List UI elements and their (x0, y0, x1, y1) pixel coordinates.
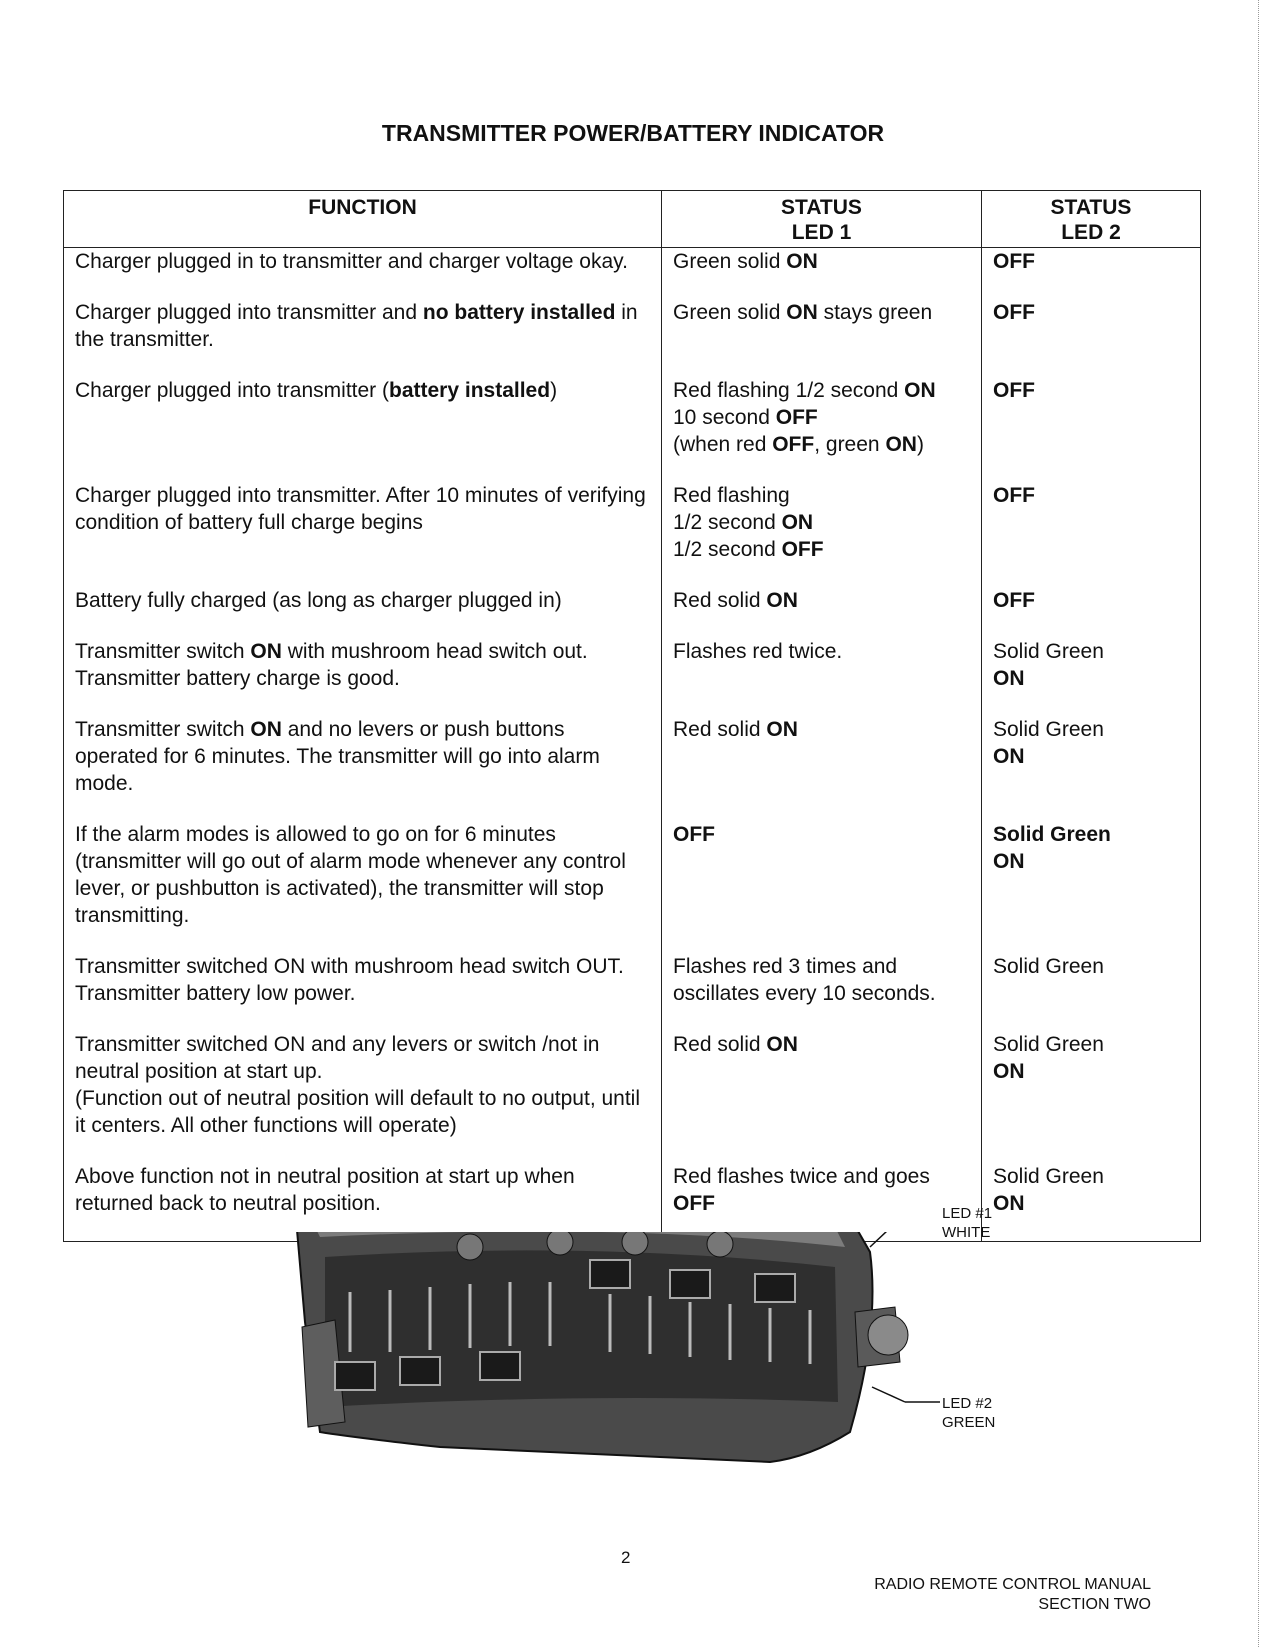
table-row (64, 377, 1201, 482)
cell-led1: Flashes red 3 times and oscillates every 10 seconds. (662, 953, 982, 1031)
cell-led1: Red solid ON (662, 587, 982, 638)
table-row (64, 482, 1201, 587)
cell-led1: Green solid ON stays green (662, 299, 982, 377)
table-row (64, 248, 1201, 300)
cell-function: Transmitter switch ON and no levers or push buttons operated for 6 minutes. The transmitter will go into alarm mode. (64, 716, 662, 821)
led1-leader-line (870, 1232, 905, 1247)
cell-function: Charger plugged in to transmitter and charger voltage okay. (64, 248, 662, 300)
led2-label: LED #2 GREEN (942, 1395, 996, 1431)
cell-led2: OFF (982, 587, 1201, 638)
cell-function: Transmitter switched ON and any levers or switch /not in neutral position at start up. (Function out of neutral position will default to no output, until it centers. All other functions will operate) (64, 1031, 662, 1163)
cell-led1: Flashes red twice. (662, 638, 982, 716)
cell-function: Battery fully charged (as long as charger plugged in) (64, 587, 662, 638)
cell-function: Above function not in neutral position at start up when returned back to neutral position. (64, 1163, 662, 1242)
cell-led2: OFF (982, 299, 1201, 377)
table-row (64, 587, 1201, 638)
cell-led1: Red flashing 1/2 second ON 10 second OFF (when red OFF, green ON) (662, 377, 982, 482)
page-edge-dots (1258, 0, 1259, 1647)
cell-function: Charger plugged into transmitter and no battery installed in the transmitter. (64, 299, 662, 377)
cell-led2: Solid Green ON (982, 1031, 1201, 1163)
cell-function: Charger plugged into transmitter (battery installed) (64, 377, 662, 482)
table-row (64, 821, 1201, 953)
cell-led1: Green solid ON (662, 248, 982, 300)
cell-led1: Red flashing 1/2 second ON 1/2 second OFF (662, 482, 982, 587)
cell-led2: OFF (982, 377, 1201, 482)
table-row (64, 716, 1201, 821)
table-row (64, 1031, 1201, 1163)
led2-leader-line (872, 1387, 905, 1402)
cell-led2: Solid Green ON (982, 1163, 1201, 1242)
table-body (64, 248, 1201, 1242)
page-title: TRANSMITTER POWER/BATTERY INDICATOR (381, 120, 885, 146)
cell-led1: Red solid ON (662, 1031, 982, 1163)
cell-function: If the alarm modes is allowed to go on for 6 minutes (transmitter will go out of alarm mode whenever any control lever, or pushbutton is activated), the transmitter will stop transmitting. (64, 821, 662, 953)
cell-led1: OFF (662, 821, 982, 953)
table-row (64, 1163, 1201, 1242)
footer-manual-title: RADIO REMOTE CONTROL MANUAL (874, 1576, 1151, 1593)
cell-led2: OFF (982, 482, 1201, 587)
cell-function: Transmitter switch ON with mushroom head switch out. Transmitter battery charge is good. (64, 638, 662, 716)
footer (874, 1575, 1151, 1615)
indicator-table (63, 190, 1201, 1242)
cell-led2: OFF (982, 248, 1201, 300)
table-row (64, 299, 1201, 377)
table-row (64, 638, 1201, 716)
table-header-row (64, 191, 1201, 248)
cell-function: Charger plugged into transmitter. After 10 minutes of verifying condition of battery full charge begins (64, 482, 662, 587)
table-row (64, 953, 1201, 1031)
transmitter-figure (290, 1232, 1050, 1542)
cell-led2: Solid Green ON (982, 638, 1201, 716)
footer-section: SECTION TWO (1038, 1596, 1151, 1613)
cell-led2: Solid Green ON (982, 821, 1201, 953)
cell-led2: Solid Green (982, 953, 1201, 1031)
cell-led1: Red flashes twice and goes OFF (662, 1163, 982, 1242)
header-status-led2: STATUS LED 2 (982, 191, 1201, 248)
page-number: 2 (621, 1548, 631, 1567)
cell-led2: Solid Green ON (982, 716, 1201, 821)
led1-label: LED #1 WHITE (942, 1205, 993, 1241)
header-status-led1: STATUS LED 1 (662, 191, 982, 248)
cell-function: Transmitter switched ON with mushroom head switch OUT. Transmitter battery low power. (64, 953, 662, 1031)
cell-led1: Red solid ON (662, 716, 982, 821)
transmitter-illustration (295, 1232, 908, 1462)
header-function: FUNCTION (64, 191, 662, 248)
